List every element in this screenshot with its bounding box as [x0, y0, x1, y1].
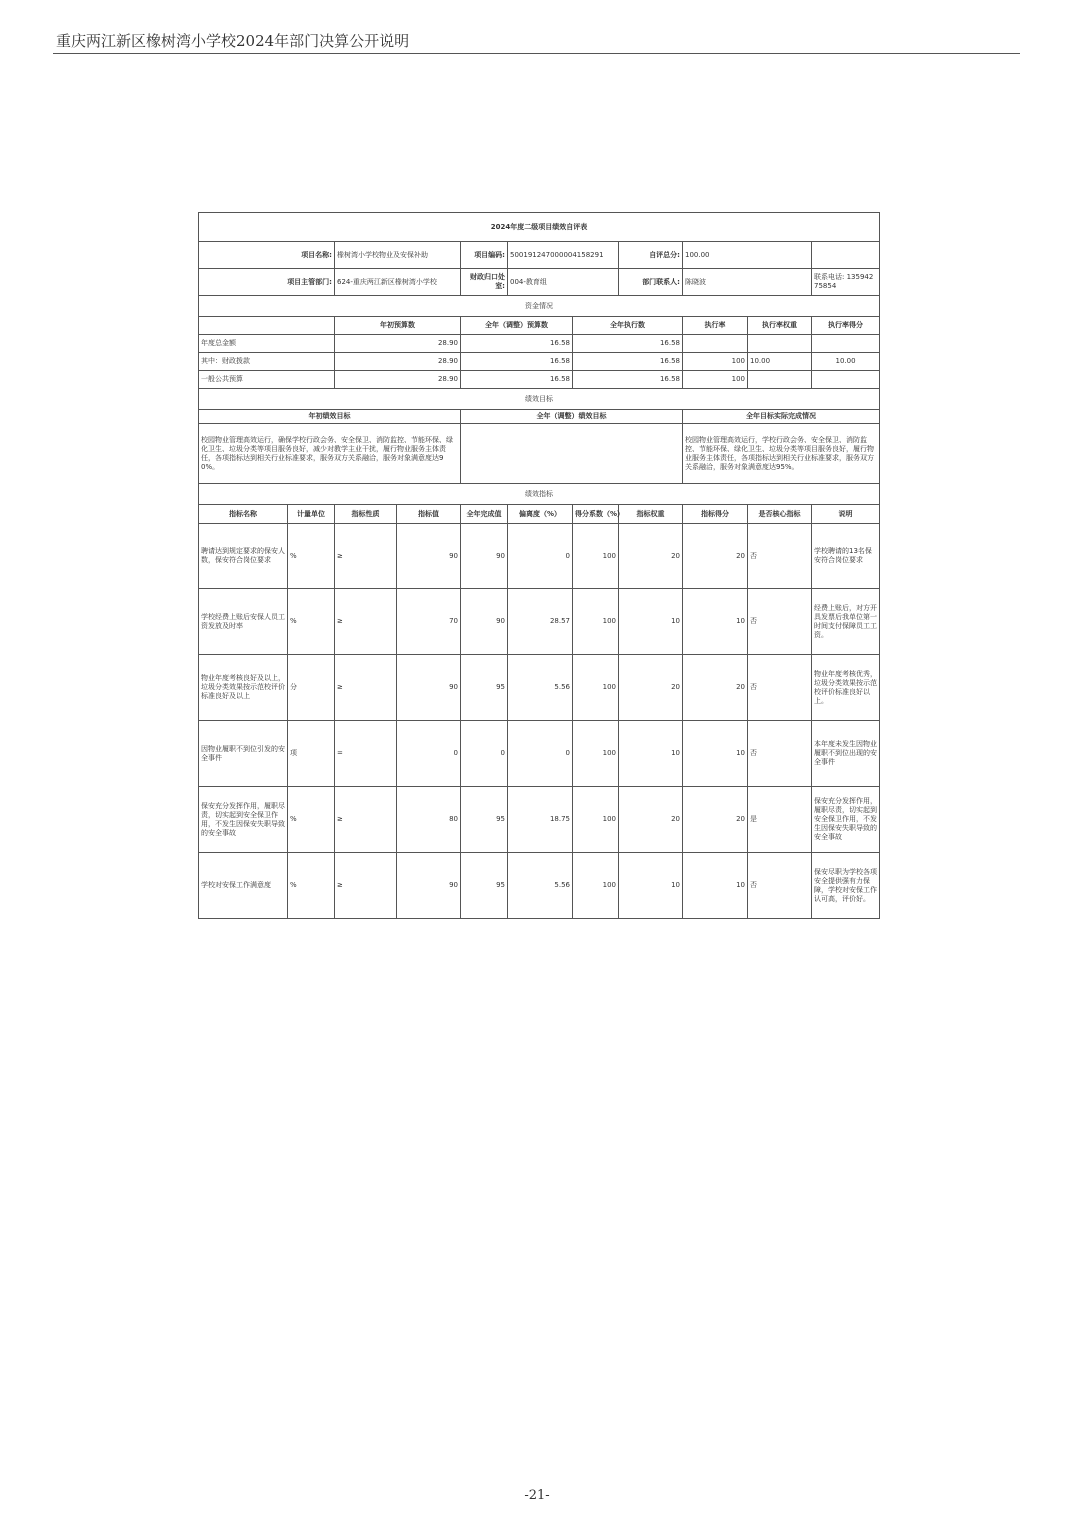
- ind-deviation: 28.57: [508, 589, 573, 655]
- funds-header-rate: 执行率: [683, 317, 748, 335]
- ind-score: 20: [683, 787, 748, 853]
- ind-unit: %: [288, 524, 335, 589]
- ind-done: 90: [461, 524, 508, 589]
- ind-header-coefficient: 得分系数（%）: [573, 505, 619, 524]
- project-name-value: 橡树湾小学校物业及安保补助: [335, 242, 461, 269]
- ind-coefficient: 100: [573, 787, 619, 853]
- funds-label: 年度总金额: [199, 335, 335, 353]
- page-number: -21-: [524, 1488, 550, 1503]
- funds-rate: [683, 335, 748, 353]
- self-score-label: 自评总分:: [619, 242, 683, 269]
- ind-target: 80: [397, 787, 461, 853]
- indicator-row: [199, 787, 880, 853]
- ind-note: 学校聘请的13名保安符合岗位要求: [812, 524, 880, 589]
- ind-note: 经费上账后，对方开具发票后我单位第一时间支付保障员工工资。: [812, 589, 880, 655]
- funds-header-executed: 全年执行数: [573, 317, 683, 335]
- contact-label: 部门联系人:: [619, 269, 683, 296]
- ind-deviation: 18.75: [508, 787, 573, 853]
- funds-header-initial: 年初预算数: [335, 317, 461, 335]
- funds-initial: 28.90: [335, 371, 461, 389]
- section-funds: 资金情况: [199, 296, 880, 317]
- funds-initial: 28.90: [335, 335, 461, 353]
- funds-initial: 28.90: [335, 353, 461, 371]
- ind-nature: ≥: [335, 589, 397, 655]
- funds-executed: 16.58: [573, 353, 683, 371]
- ind-target: 0: [397, 721, 461, 787]
- section-indicators: 绩效指标: [199, 484, 880, 505]
- ind-done: 95: [461, 655, 508, 721]
- form-title: 2024年度二级项目绩效自评表: [199, 213, 880, 242]
- funds-weight: [748, 335, 812, 353]
- ind-deviation: 5.56: [508, 853, 573, 919]
- ind-nature: ≥: [335, 787, 397, 853]
- ind-name: 因物业履职不到位引发的安全事件: [199, 721, 288, 787]
- ind-score: 10: [683, 721, 748, 787]
- ind-name: 保安充分发挥作用，履职尽责，切实起到安全保卫作用，不发生因保安失职导致的安全事故: [199, 787, 288, 853]
- header-divider: [53, 53, 1020, 54]
- ind-header-unit: 计量单位: [288, 505, 335, 524]
- ind-weight: 10: [619, 721, 683, 787]
- dept-label: 项目主管部门:: [199, 269, 335, 296]
- goals-actual-text: 校园物业管理高效运行，学校行政会务、安全保卫、消防监控、节能环保、绿化卫生、垃圾分类等项目服务良好，履行物业服务主体责任，各项指标达到相关行业标准要求，服务双方关系融洽，服务对象满意度达95%。: [683, 424, 880, 484]
- funds-score: [812, 371, 880, 389]
- ind-note: 保安尽职为学校各项安全提供强有力保障，学校对安保工作认可高，评价好。: [812, 853, 880, 919]
- ind-unit: %: [288, 589, 335, 655]
- ind-name: 物业年度考核良好及以上，垃圾分类效果按示范校评价标准良好及以上: [199, 655, 288, 721]
- ind-header-done: 全年完成值: [461, 505, 508, 524]
- phone-cell: [812, 269, 880, 296]
- goals-header-initial: 年初绩效目标: [199, 410, 461, 424]
- ind-header-name: 指标名称: [199, 505, 288, 524]
- ind-header-score: 指标得分: [683, 505, 748, 524]
- ind-nature: ≥: [335, 524, 397, 589]
- phone-label: 联系电话:: [814, 273, 845, 281]
- finance-value: 004-教育组: [508, 269, 619, 296]
- empty-cell: [812, 242, 880, 269]
- project-code-label: 项目编码:: [461, 242, 508, 269]
- funds-row: [199, 353, 880, 371]
- ind-target: 90: [397, 524, 461, 589]
- ind-done: 95: [461, 787, 508, 853]
- ind-name: 学校对安保工作满意度: [199, 853, 288, 919]
- dept-value: 624-重庆两江新区橡树湾小学校: [335, 269, 461, 296]
- ind-score: 10: [683, 589, 748, 655]
- indicator-row: [199, 524, 880, 589]
- ind-deviation: 0: [508, 721, 573, 787]
- goals-adjusted-text: [461, 424, 683, 484]
- ind-core: 是: [748, 787, 812, 853]
- section-goals: 绩效目标: [199, 389, 880, 410]
- ind-score: 20: [683, 524, 748, 589]
- ind-name: 学校经费上账后安保人员工资发放及时率: [199, 589, 288, 655]
- ind-unit: %: [288, 853, 335, 919]
- finance-label: 财政归口处室:: [461, 269, 508, 296]
- ind-score: 10: [683, 853, 748, 919]
- funds-header-score: 执行率得分: [812, 317, 880, 335]
- document-header: 重庆两江新区橡树湾小学校2024年部门决算公开说明: [56, 32, 410, 50]
- funds-label: 一般公共预算: [199, 371, 335, 389]
- ind-target: 90: [397, 655, 461, 721]
- ind-deviation: 5.56: [508, 655, 573, 721]
- ind-coefficient: 100: [573, 589, 619, 655]
- funds-header-weight: 执行率权重: [748, 317, 812, 335]
- ind-target: 90: [397, 853, 461, 919]
- funds-score: 10.00: [812, 353, 880, 371]
- ind-weight: 20: [619, 787, 683, 853]
- goals-initial-text: 校园物业管理高效运行，确保学校行政会务、安全保卫、消防监控、节能环保、绿化卫生、垃圾分类等项目服务良好，减少对教学主业干扰，履行物业服务主体责任，各项指标达到相关行业标准要求，服务双方关系融洽，服务对象满意度达90%。: [199, 424, 461, 484]
- phone-value: 13594275854: [814, 273, 874, 290]
- goals-header-actual: 全年目标实际完成情况: [683, 410, 880, 424]
- ind-weight: 20: [619, 655, 683, 721]
- ind-note: 保安充分发挥作用，履职尽责，切实起到安全保卫作用，不发生因保安失职导致的安全事故: [812, 787, 880, 853]
- ind-coefficient: 100: [573, 524, 619, 589]
- ind-header-nature: 指标性质: [335, 505, 397, 524]
- ind-header-core: 是否核心指标: [748, 505, 812, 524]
- ind-header-target: 指标值: [397, 505, 461, 524]
- project-code-value: 500191247000004158291: [508, 242, 619, 269]
- ind-coefficient: 100: [573, 655, 619, 721]
- ind-weight: 10: [619, 853, 683, 919]
- goals-header-adjusted: 全年（调整）绩效目标: [461, 410, 683, 424]
- funds-rate: 100: [683, 371, 748, 389]
- funds-adjusted: 16.58: [461, 335, 573, 353]
- ind-coefficient: 100: [573, 853, 619, 919]
- indicator-row: [199, 721, 880, 787]
- ind-nature: ≥: [335, 853, 397, 919]
- indicator-row: [199, 853, 880, 919]
- ind-core: 否: [748, 721, 812, 787]
- funds-adjusted: 16.58: [461, 353, 573, 371]
- funds-weight: 10.00: [748, 353, 812, 371]
- ind-unit: 分: [288, 655, 335, 721]
- ind-unit: %: [288, 787, 335, 853]
- funds-row: [199, 335, 880, 353]
- ind-header-note: 说明: [812, 505, 880, 524]
- ind-coefficient: 100: [573, 721, 619, 787]
- funds-rate: 100: [683, 353, 748, 371]
- ind-note: 物业年度考核优秀，垃圾分类效果按示范校评价标准良好以上。: [812, 655, 880, 721]
- empty-cell: [199, 317, 335, 335]
- self-score-value: 100.00: [683, 242, 812, 269]
- ind-core: 否: [748, 853, 812, 919]
- funds-executed: 16.58: [573, 371, 683, 389]
- ind-name: 聘请达到规定要求的保安人数，保安符合岗位要求: [199, 524, 288, 589]
- ind-weight: 10: [619, 589, 683, 655]
- ind-deviation: 0: [508, 524, 573, 589]
- ind-done: 90: [461, 589, 508, 655]
- funds-row: [199, 371, 880, 389]
- project-name-label: 项目名称:: [199, 242, 335, 269]
- contact-value: 陈晓波: [683, 269, 812, 296]
- performance-self-evaluation-table: [198, 212, 880, 919]
- ind-header-deviation: 偏离度（%）: [508, 505, 573, 524]
- ind-nature: ≥: [335, 655, 397, 721]
- ind-weight: 20: [619, 524, 683, 589]
- ind-done: 0: [461, 721, 508, 787]
- ind-core: 否: [748, 524, 812, 589]
- ind-done: 95: [461, 853, 508, 919]
- ind-note: 本年度未发生因物业履职不到位出现的安全事件: [812, 721, 880, 787]
- ind-nature: =: [335, 721, 397, 787]
- ind-score: 20: [683, 655, 748, 721]
- ind-core: 否: [748, 655, 812, 721]
- funds-weight: [748, 371, 812, 389]
- funds-header-adjusted: 全年（调整）预算数: [461, 317, 573, 335]
- funds-executed: 16.58: [573, 335, 683, 353]
- indicator-row: [199, 655, 880, 721]
- ind-unit: 项: [288, 721, 335, 787]
- indicator-row: [199, 589, 880, 655]
- ind-header-weight: 指标权重: [619, 505, 683, 524]
- funds-label: 其中：财政拨款: [199, 353, 335, 371]
- ind-target: 70: [397, 589, 461, 655]
- ind-core: 否: [748, 589, 812, 655]
- funds-adjusted: 16.58: [461, 371, 573, 389]
- funds-score: [812, 335, 880, 353]
